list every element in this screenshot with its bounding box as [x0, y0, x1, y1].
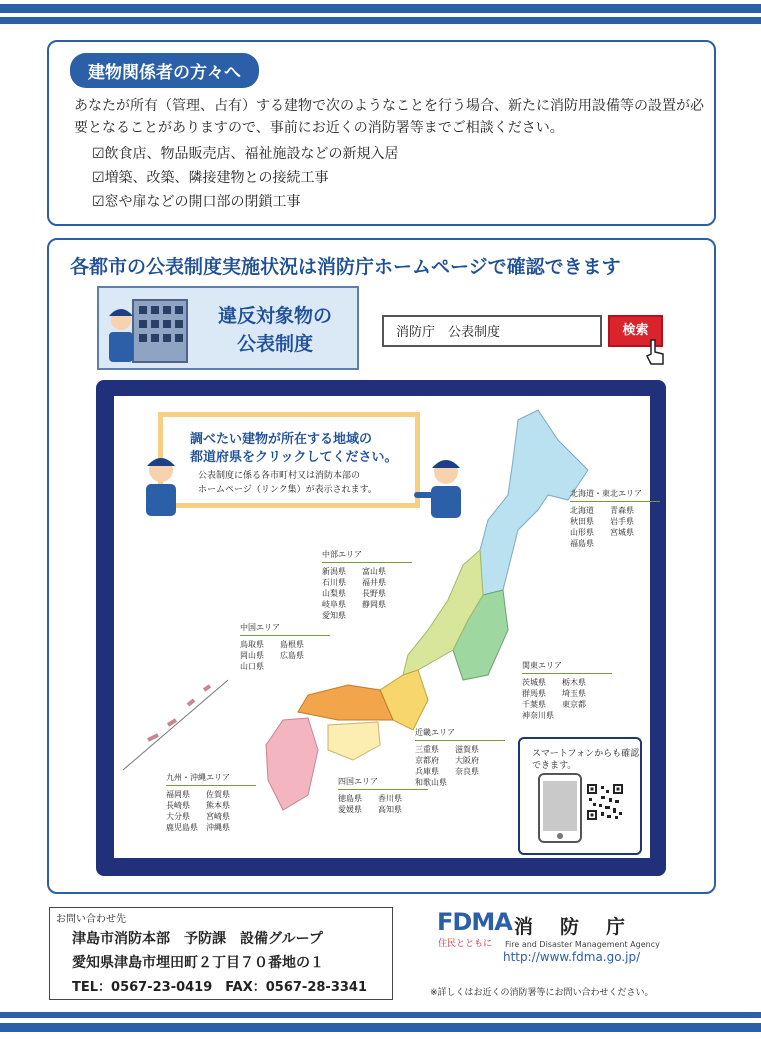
callout-sub-2: ホームページ（リンク集）が表示されます。 [198, 485, 377, 495]
shikoku-area[interactable] [328, 722, 380, 760]
smartphone-text-2: できます。 [532, 761, 577, 771]
callout-line-1: 調べたい建物が所在する地域の [190, 432, 373, 447]
bottom-stripe-2 [0, 1023, 761, 1032]
top-stripe-2 [0, 17, 761, 24]
pointer-hand-icon [643, 338, 667, 368]
kinki-area[interactable] [380, 670, 428, 730]
kyushu-okinawa-area[interactable] [266, 718, 318, 810]
region-hokkaido-tohoku: 北海道・東北エリア 北海道 青森県 秋田県 岩手県 山形県 宮城県 福島県 [570, 488, 660, 549]
fdma-logo: FDMA [437, 908, 512, 936]
qr-code-icon[interactable] [585, 782, 625, 822]
search-input[interactable]: 消防庁 公表制度 [382, 315, 602, 347]
notice-item-3: ☑窓や扉などの開口部の閉鎖工事 [92, 194, 301, 210]
callout-line-2: 都道府県をクリックしてください。 [190, 450, 398, 465]
officer-building-icon [101, 290, 197, 366]
contact-line-3: TEL：0567-23-0419 FAX：0567-28-3341 [72, 980, 367, 995]
region-kanto: 関東エリア 茨城県 栃木県 群馬県 埼玉県 千葉県 東京都 神奈川県 [522, 660, 612, 721]
callout-sub-1: 公表制度に係る各市町村又は消防本部の [198, 471, 361, 481]
contact-line-1: 津島市消防本部 予防課 設備グループ [72, 931, 323, 947]
region-kinki: 近畿エリア 三重県 滋賀県 京都府 大阪府 兵庫県 奈良県 和歌山県 [415, 727, 505, 788]
top-stripe-1 [0, 4, 761, 13]
disclosure-heading: 各都市の公表制度実施状況は消防庁ホームページで確認できます [70, 256, 621, 278]
smartphone-icon [538, 773, 582, 843]
contact-line-2: 愛知県津島市埋田町２丁目７０番地の１ [72, 955, 324, 971]
region-kyushu-okinawa: 九州・沖縄エリア 福岡県 佐賀県 長崎県 熊本県 大分県 宮崎県 鹿児島県 沖縄県 [166, 772, 256, 833]
region-shikoku: 四国エリア 徳島県 香川県 愛媛県 高知県 [338, 776, 428, 815]
okinawa-divider [123, 680, 228, 770]
search-button[interactable]: 検索 [608, 315, 663, 347]
chugoku-area[interactable] [298, 685, 393, 720]
agency-name-en: Fire and Disaster Management Agency [505, 940, 660, 949]
region-chubu: 中部エリア 新潟県 富山県 石川県 福井県 山梨県 長野県 岐阜県 静岡県 愛知県 [322, 549, 412, 621]
notice-title: 建物関係者の方々へ [70, 53, 259, 88]
sign-line-1: 違反対象物の [217, 305, 332, 327]
region-chugoku: 中国エリア 鳥取県 島根県 岡山県 広島県 山口県 [240, 622, 330, 672]
notice-item-1: ☑飲食店、物品販売店、福祉施設などの新規入居 [92, 146, 399, 162]
contact-label: お問い合わせ先 [56, 914, 126, 925]
sign-line-2: 公表制度 [236, 333, 313, 355]
okinawa-islands[interactable] [148, 686, 210, 740]
bottom-stripe-1 [0, 1012, 761, 1018]
notice-body: あなたが所有（管理、占有）する建物で次のようなことを行う場合、新たに消防用設備等の設置が必要となることがありますので、事前にお近くの消防署等までご相談ください。 [74, 98, 704, 136]
fdma-tagline: 住民とともに [438, 939, 493, 949]
notice-item-2: ☑増築、改築、隣接建物との接続工事 [92, 170, 329, 186]
agency-url[interactable]: http://www.fdma.go.jp/ [503, 950, 641, 964]
smartphone-text-1: スマートフォンからも確認 [532, 749, 640, 759]
agency-note: ※詳しくはお近くの消防署等にお問い合わせください。 [430, 988, 654, 998]
agency-name: 消 防 庁 [514, 916, 630, 938]
